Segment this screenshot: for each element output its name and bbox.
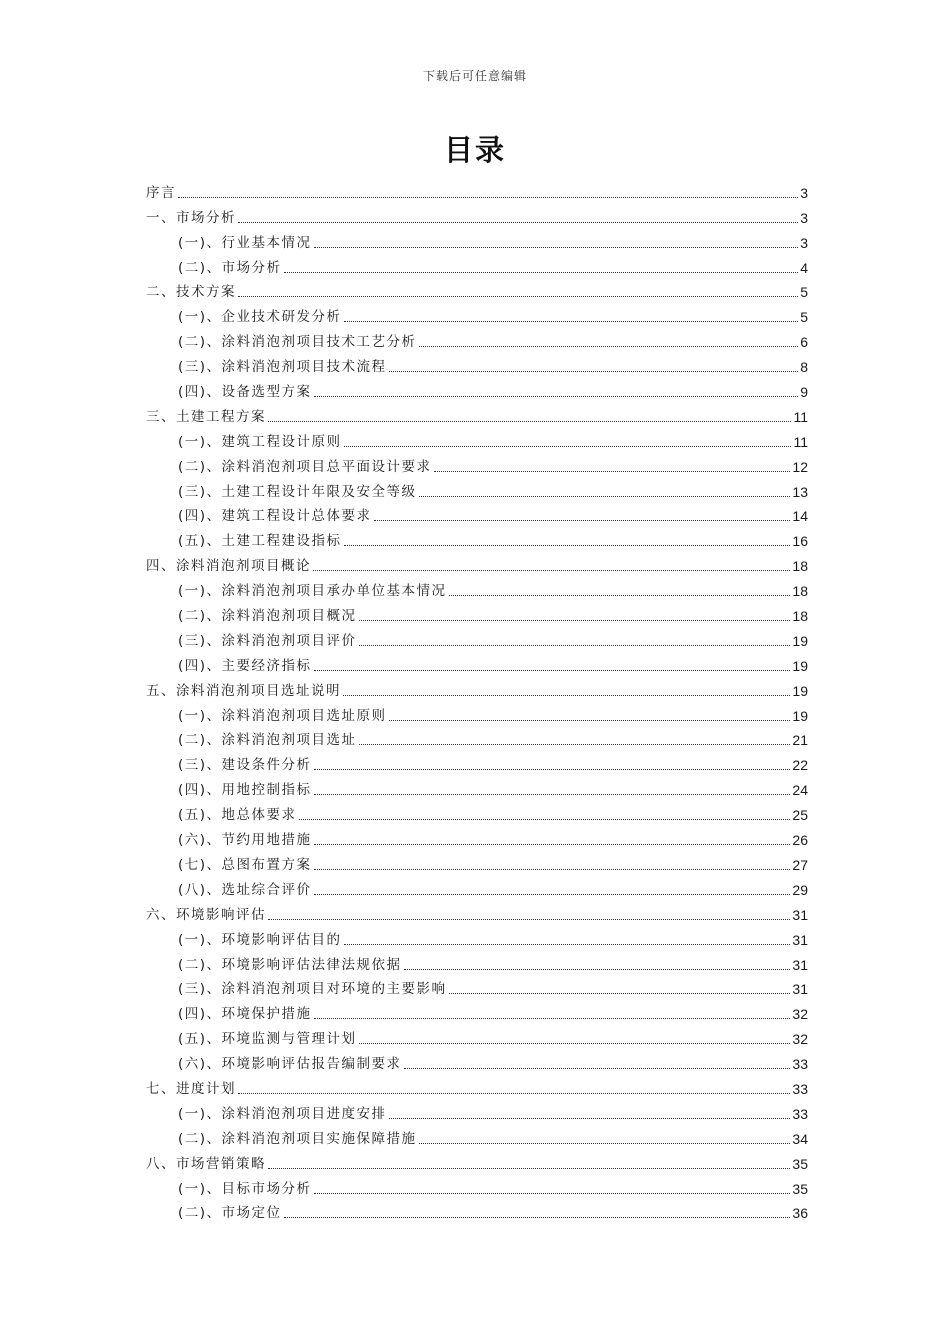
toc-entry[interactable] — [146, 798, 808, 823]
toc-entry[interactable] — [146, 1022, 808, 1047]
toc-page-number: 3 — [800, 234, 808, 251]
toc-page-number: 35 — [792, 1180, 808, 1197]
toc-entry[interactable] — [146, 1097, 808, 1122]
toc-dot-leader — [344, 545, 791, 546]
toc-entry-text: (三)、涂料消泡剂项目评价 — [178, 632, 357, 649]
toc-dot-leader — [314, 769, 791, 770]
toc-page-number: 33 — [792, 1080, 808, 1097]
toc-entry[interactable] — [146, 848, 808, 873]
toc-page-number: 31 — [792, 981, 808, 998]
toc-entry[interactable] — [146, 1147, 808, 1172]
toc-page-number: 11 — [793, 408, 808, 425]
toc-dot-leader — [238, 1093, 790, 1094]
toc-dot-leader — [374, 520, 791, 521]
toc-entry-text: 序言 — [146, 184, 176, 201]
toc-entry-text: (二)、市场定位 — [178, 1205, 282, 1222]
toc-entry[interactable] — [146, 549, 808, 574]
toc-entry-text: (二)、环境影响评估法律法规依据 — [178, 956, 402, 973]
toc-page-number: 29 — [792, 881, 808, 898]
toc-dot-leader — [389, 371, 799, 372]
toc-dot-leader — [359, 620, 791, 621]
toc-entry[interactable] — [146, 948, 808, 973]
toc-entry[interactable] — [146, 773, 808, 798]
toc-page-number: 18 — [792, 558, 808, 575]
toc-entry-text: 六、环境影响评估 — [146, 906, 266, 923]
toc-page-number: 16 — [792, 533, 808, 550]
toc-dot-leader — [359, 645, 791, 646]
toc-entry[interactable] — [146, 1072, 808, 1097]
toc-entry[interactable] — [146, 400, 808, 425]
toc-entry-text: (五)、土建工程建设指标 — [178, 533, 342, 550]
toc-page-number: 26 — [792, 832, 808, 849]
toc-entry-text: (一)、涂料消泡剂项目选址原则 — [178, 707, 387, 724]
toc-entry[interactable] — [146, 300, 808, 325]
toc-page-number: 4 — [800, 259, 808, 276]
toc-entry-text: 四、涂料消泡剂项目概论 — [146, 558, 311, 575]
toc-dot-leader — [343, 695, 790, 696]
toc-entry[interactable] — [146, 524, 808, 549]
toc-page-number: 3 — [800, 184, 808, 201]
toc-page-number: 8 — [800, 359, 808, 376]
toc-entry-text: (二)、涂料消泡剂项目总平面设计要求 — [178, 458, 432, 475]
toc-page-number: 32 — [792, 1006, 808, 1023]
toc-entry-text: (六)、节约用地措施 — [178, 832, 312, 849]
toc-dot-leader — [299, 819, 791, 820]
toc-dot-leader — [178, 197, 798, 198]
toc-dot-leader — [449, 595, 791, 596]
table-of-contents — [146, 176, 808, 1221]
toc-page-number: 6 — [800, 334, 808, 351]
toc-entry[interactable] — [146, 748, 808, 773]
toc-entry-text: 一、市场分析 — [146, 209, 236, 226]
toc-dot-leader — [314, 1193, 791, 1194]
toc-page-number: 32 — [792, 1031, 808, 1048]
toc-page-number: 36 — [792, 1205, 808, 1222]
toc-page-number: 19 — [792, 707, 808, 724]
toc-entry[interactable] — [146, 898, 808, 923]
toc-entry-text: (八)、选址综合评价 — [178, 881, 312, 898]
toc-entry[interactable] — [146, 574, 808, 599]
toc-entry[interactable] — [146, 375, 808, 400]
toc-entry[interactable] — [146, 425, 808, 450]
toc-page-number: 35 — [792, 1155, 808, 1172]
toc-dot-leader — [344, 446, 792, 447]
toc-page-number: 5 — [800, 284, 808, 301]
toc-entry[interactable] — [146, 674, 808, 699]
toc-entry-text: (四)、设备选型方案 — [178, 384, 312, 401]
toc-entry[interactable] — [146, 251, 808, 276]
toc-entry[interactable] — [146, 997, 808, 1022]
toc-entry[interactable] — [146, 350, 808, 375]
toc-page-number: 27 — [792, 856, 808, 873]
toc-dot-leader — [404, 1068, 791, 1069]
toc-entry[interactable] — [146, 649, 808, 674]
toc-entry[interactable] — [146, 500, 808, 525]
toc-page-number: 14 — [792, 508, 808, 525]
toc-entry-text: 七、进度计划 — [146, 1080, 236, 1097]
toc-dot-leader — [419, 496, 791, 497]
toc-dot-leader — [344, 321, 799, 322]
toc-page-number: 31 — [792, 931, 808, 948]
toc-page-number: 33 — [792, 1105, 808, 1122]
toc-entry[interactable] — [146, 325, 808, 350]
toc-page-number: 18 — [792, 583, 808, 600]
toc-entry[interactable] — [146, 823, 808, 848]
toc-entry-text: (一)、目标市场分析 — [178, 1180, 312, 1197]
toc-dot-leader — [449, 993, 791, 994]
toc-dot-leader — [419, 346, 799, 347]
toc-entry-text: (五)、环境监测与管理计划 — [178, 1031, 357, 1048]
toc-entry-text: (一)、企业技术研发分析 — [178, 309, 342, 326]
toc-entry[interactable] — [146, 276, 808, 301]
toc-dot-leader — [314, 844, 791, 845]
toc-entry[interactable] — [146, 624, 808, 649]
toc-entry-text: (四)、主要经济指标 — [178, 657, 312, 674]
toc-dot-leader — [313, 570, 790, 571]
toc-dot-leader — [404, 969, 791, 970]
toc-dot-leader — [359, 1043, 791, 1044]
toc-page-number: 21 — [792, 732, 808, 749]
toc-entry[interactable] — [146, 1172, 808, 1197]
toc-entry[interactable] — [146, 599, 808, 624]
toc-dot-leader — [314, 894, 791, 895]
toc-entry-text: (一)、涂料消泡剂项目进度安排 — [178, 1105, 387, 1122]
toc-dot-leader — [359, 744, 791, 745]
toc-entry[interactable] — [146, 226, 808, 251]
toc-title: 目录 — [443, 133, 506, 167]
toc-entry-text: (四)、环境保护措施 — [178, 1006, 312, 1023]
toc-entry[interactable] — [146, 176, 808, 201]
toc-page-number: 31 — [792, 956, 808, 973]
toc-entry[interactable] — [146, 201, 808, 226]
toc-entry[interactable] — [146, 1047, 808, 1072]
toc-page-number: 13 — [792, 483, 808, 500]
toc-dot-leader — [238, 296, 798, 297]
toc-dot-leader — [389, 720, 791, 721]
toc-entry-text: 八、市场营销策略 — [146, 1155, 266, 1172]
toc-page-number: 22 — [792, 757, 808, 774]
toc-page-number: 5 — [800, 309, 808, 326]
toc-page-number: 3 — [800, 209, 808, 226]
toc-entry-text: (二)、涂料消泡剂项目实施保障措施 — [178, 1130, 417, 1147]
toc-dot-leader — [434, 471, 791, 472]
toc-page-number: 34 — [792, 1130, 808, 1147]
toc-entry-text: (三)、土建工程设计年限及安全等级 — [178, 483, 417, 500]
toc-entry-text: 五、涂料消泡剂项目选址说明 — [146, 682, 341, 699]
toc-dot-leader — [314, 1018, 791, 1019]
toc-entry-text: (二)、市场分析 — [178, 259, 282, 276]
toc-page-number: 9 — [800, 384, 808, 401]
toc-dot-leader — [268, 1168, 790, 1169]
toc-entry-text: (四)、建筑工程设计总体要求 — [178, 508, 372, 525]
toc-dot-leader — [284, 1217, 791, 1218]
toc-entry[interactable] — [146, 1122, 808, 1147]
toc-dot-leader — [284, 272, 799, 273]
toc-page-number: 12 — [792, 458, 808, 475]
toc-entry-text: (二)、涂料消泡剂项目技术工艺分析 — [178, 334, 417, 351]
toc-entry-text: (二)、涂料消泡剂项目概况 — [178, 608, 357, 625]
toc-entry-text: (一)、建筑工程设计原则 — [178, 433, 342, 450]
toc-page-number: 25 — [792, 807, 808, 824]
toc-dot-leader — [314, 396, 799, 397]
toc-entry[interactable] — [146, 450, 808, 475]
toc-dot-leader — [419, 1143, 791, 1144]
toc-page-number: 31 — [792, 906, 808, 923]
toc-dot-leader — [268, 421, 791, 422]
toc-entry-text: (三)、涂料消泡剂项目对环境的主要影响 — [178, 981, 447, 998]
toc-page-number: 24 — [792, 782, 808, 799]
toc-dot-leader — [389, 1118, 791, 1119]
toc-page-number: 19 — [792, 682, 808, 699]
toc-entry-text: 三、土建工程方案 — [146, 408, 266, 425]
toc-entry-text: (一)、环境影响评估目的 — [178, 931, 342, 948]
toc-entry[interactable] — [146, 475, 808, 500]
toc-entry-text: (六)、环境影响评估报告编制要求 — [178, 1056, 402, 1073]
toc-entry-text: (五)、地总体要求 — [178, 807, 297, 824]
toc-dot-leader — [314, 869, 791, 870]
toc-entry-text: (三)、涂料消泡剂项目技术流程 — [178, 359, 387, 376]
toc-entry-text: (三)、建设条件分析 — [178, 757, 312, 774]
header-note: 下载后可任意编辑 — [422, 69, 527, 83]
toc-entry-text: 二、技术方案 — [146, 284, 236, 301]
toc-entry[interactable] — [146, 973, 808, 998]
toc-page-number: 33 — [792, 1056, 808, 1073]
toc-dot-leader — [314, 670, 791, 671]
toc-page-number: 18 — [792, 608, 808, 625]
toc-entry[interactable] — [146, 699, 808, 724]
toc-dot-leader — [238, 222, 798, 223]
toc-entry[interactable] — [146, 873, 808, 898]
toc-entry-text: (一)、涂料消泡剂项目承办单位基本情况 — [178, 583, 447, 600]
toc-dot-leader — [268, 919, 790, 920]
toc-entry-text: (一)、行业基本情况 — [178, 234, 312, 251]
toc-page-number: 19 — [792, 657, 808, 674]
toc-dot-leader — [314, 794, 791, 795]
toc-entry-text: (二)、涂料消泡剂项目选址 — [178, 732, 357, 749]
toc-entry[interactable] — [146, 724, 808, 749]
toc-page-number: 11 — [793, 433, 808, 450]
toc-entry[interactable] — [146, 1197, 808, 1222]
toc-dot-leader — [314, 247, 799, 248]
toc-entry-text: (四)、用地控制指标 — [178, 782, 312, 799]
toc-page-number: 19 — [792, 632, 808, 649]
toc-entry[interactable] — [146, 923, 808, 948]
toc-dot-leader — [344, 944, 791, 945]
toc-entry-text: (七)、总图布置方案 — [178, 856, 312, 873]
